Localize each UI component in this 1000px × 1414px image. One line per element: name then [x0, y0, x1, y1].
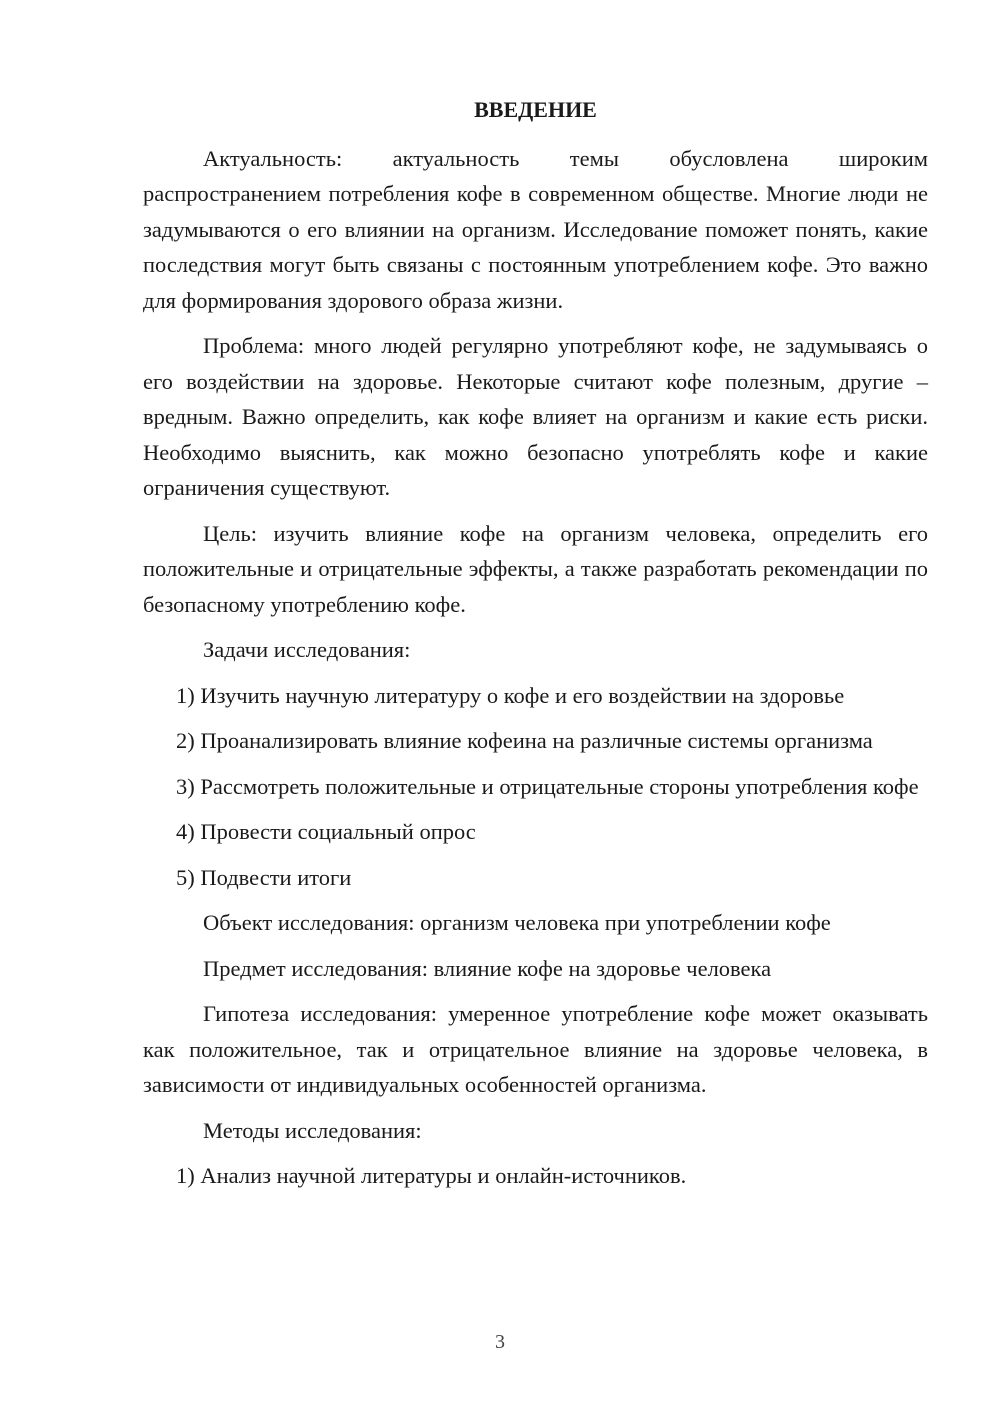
research-object: Объект исследования: организм человека при употреблении кофе: [203, 910, 831, 935]
task-item: 4) Провести социальный опрос: [176, 819, 476, 844]
relevance-paragraph: Актуальность: актуальность темы обусловлена широким распространением потребления кофе в современном обществе. Многие люди не задумываются о его влиянии на организм. Исследование поможет понять, какие последствия могут быть связаны с постоянным употреблением кофе. Это важно для формирования здорового образа жизни.: [143, 145, 928, 313]
task-item: 5) Подвести итоги: [176, 864, 352, 890]
problem-paragraph: Проблема: много людей регулярно употребляют кофе, не задумываясь о его воздействии на здоровье. Некоторые считают кофе полезным, другие – вредным. Важно определить, как кофе влияет на организм и какие есть риски. Необходимо выяснить, как можно безопасно употреблять кофе и какие ограничения существуют.: [143, 333, 928, 500]
task-item: 3) Рассмотреть положительные и отрицательные стороны употребления кофе: [176, 773, 919, 799]
goal-paragraph: Цель: изучить влияние кофе на организм человека, определить его положительные и отрицательные эффекты, а также разработать рекомендации по безопасному употреблению кофе.: [143, 520, 928, 617]
tasks-heading: Задачи исследования:: [203, 637, 411, 662]
hypothesis-paragraph: Гипотеза исследования: умеренное употребление кофе может оказывать как положительное, так и отрицательное влияние на здоровье человека, в зависимости от индивидуальных особенностей организма.: [143, 1001, 928, 1097]
task-item: 2) Проанализировать влияние кофеина на различные системы организма: [176, 728, 873, 753]
page-number: 3: [495, 1331, 505, 1353]
section-title: ВВЕДЕНИЕ: [474, 97, 597, 122]
method-item: 1) Анализ научной литературы и онлайн-источников.: [176, 1163, 687, 1188]
research-subject: Предмет исследования: влияние кофе на здоровье человека: [203, 955, 772, 981]
methods-heading: Методы исследования:: [203, 1117, 422, 1143]
task-item: 1) Изучить научную литературу о кофе и его воздействии на здоровье: [176, 682, 845, 708]
document-page: [143, 92, 928, 1194]
